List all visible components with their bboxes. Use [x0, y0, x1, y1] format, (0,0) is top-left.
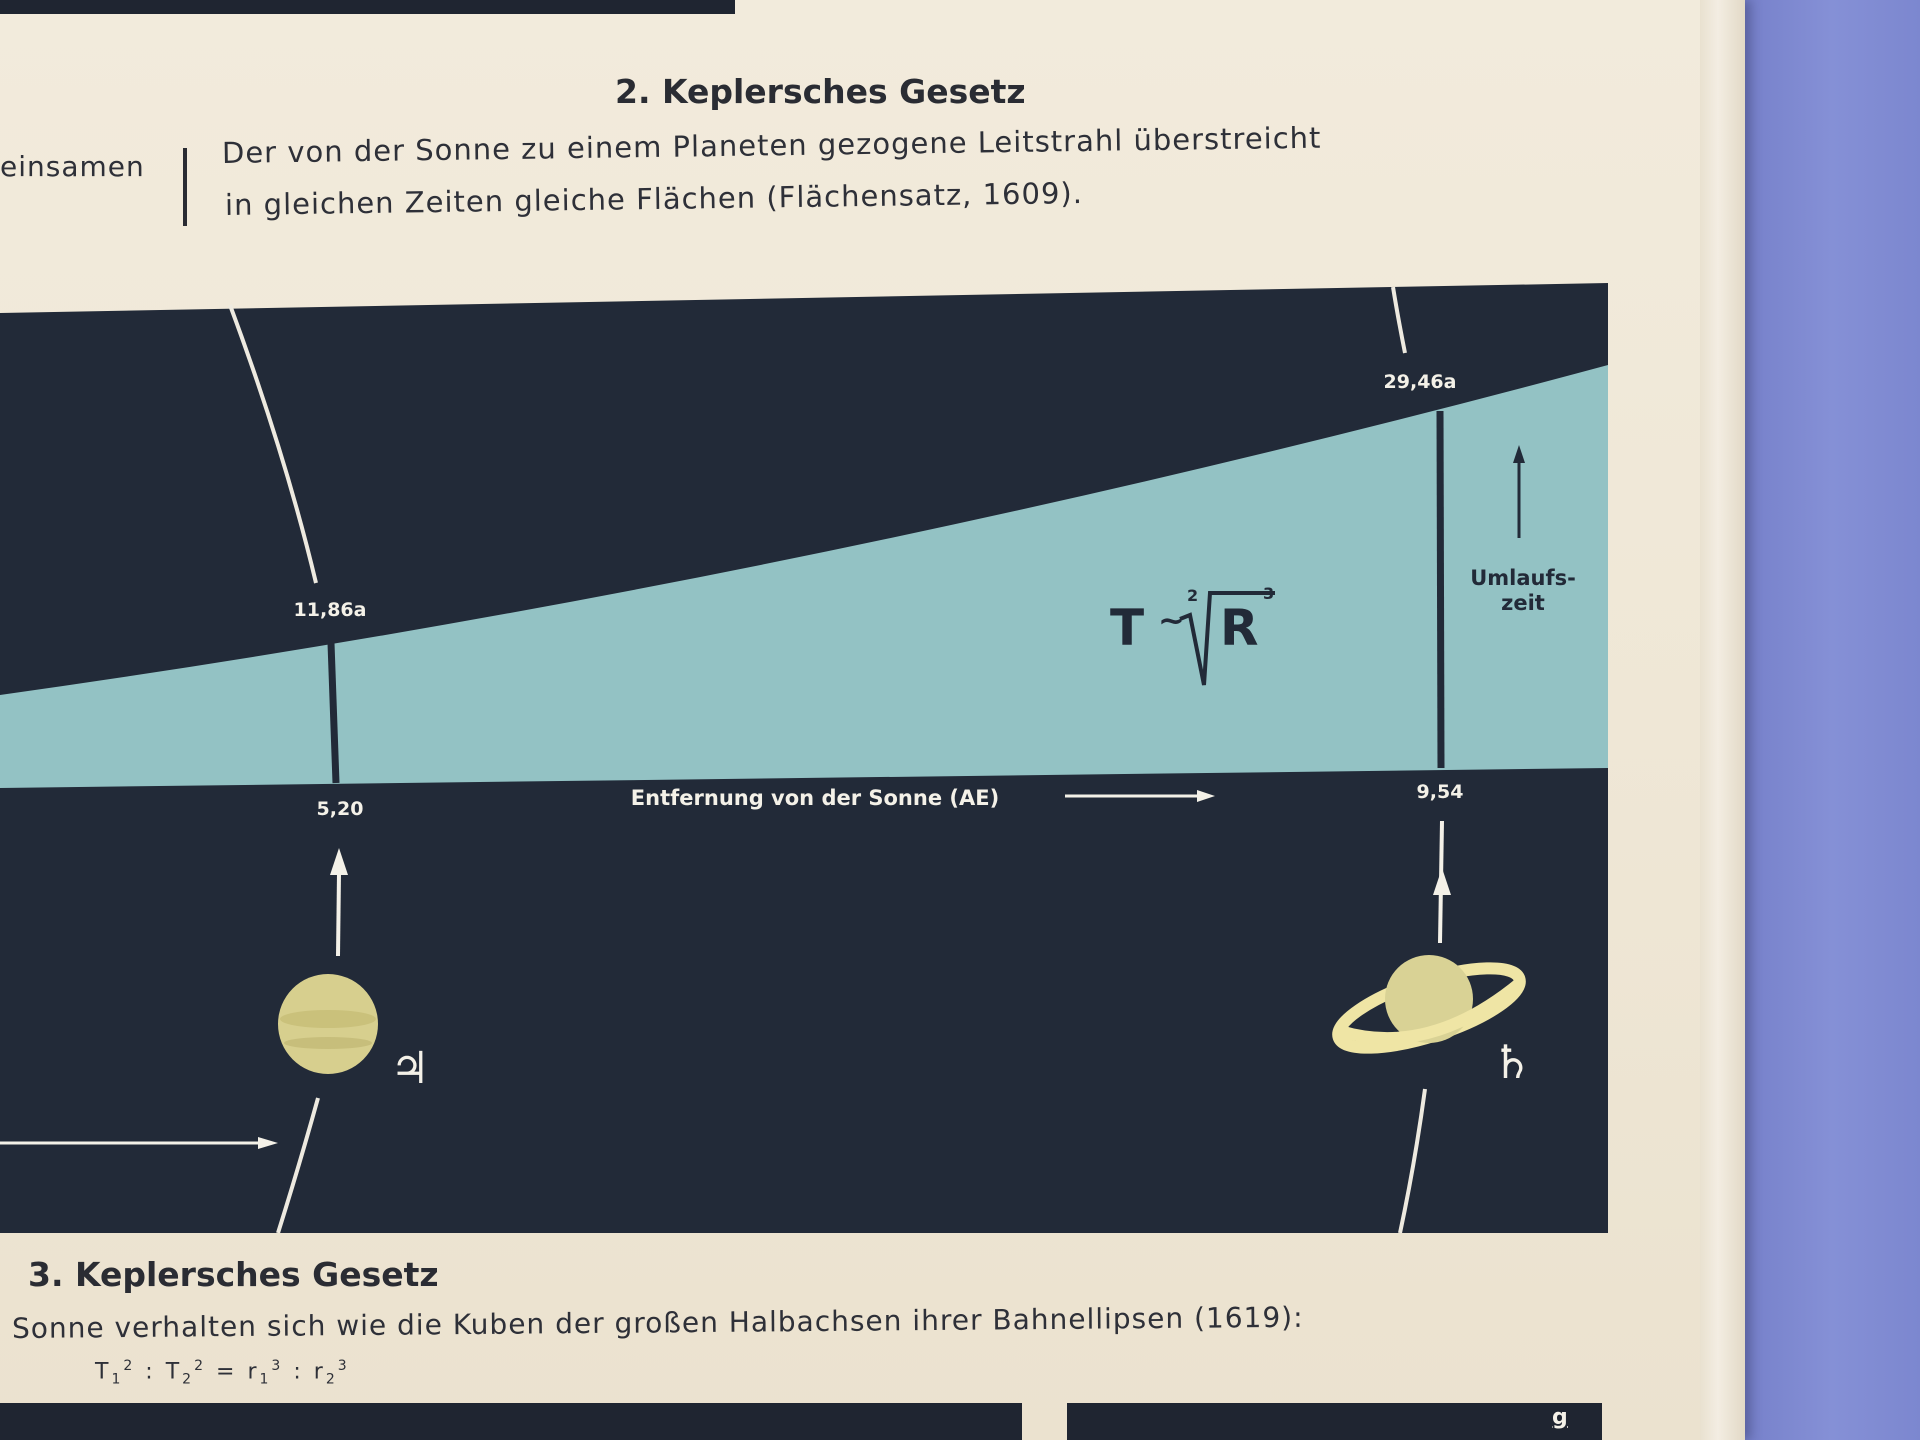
top-dark-strip	[0, 0, 735, 14]
formula-T2-sub: 2	[182, 1371, 195, 1388]
period-axis-label-2: zeit	[1501, 591, 1545, 615]
jupiter-period-label: 11,86a	[293, 599, 367, 621]
saturn-marker	[1440, 411, 1441, 768]
formula-T1: T	[95, 1359, 112, 1385]
kepler3-title: 3. Keplersches Gesetz	[28, 1255, 439, 1294]
kepler-diagram	[0, 283, 1608, 1233]
formula-r2-cube: 3	[337, 1358, 350, 1374]
jupiter-marker	[331, 643, 336, 783]
column-divider	[183, 148, 187, 226]
kepler2-text-line1: Der von der Sonne zu einem Planeten gezogene Leitstrahl überstreicht	[221, 120, 1322, 170]
formula-colon-2: :	[293, 1359, 304, 1385]
kepler2-text-line2: in gleichen Zeiten gleiche Flächen (Flächensatz, 1609).	[224, 176, 1084, 222]
formula-r1-sub: 1	[259, 1371, 272, 1388]
formula-r1: r	[247, 1359, 260, 1385]
saturn-distance-label: 9,54	[1416, 781, 1464, 803]
formula-T2-sq: 2	[194, 1358, 207, 1374]
formula-r1-cube: 3	[271, 1358, 284, 1374]
formula-colon-1: :	[145, 1359, 156, 1385]
formula-exponent: 3	[1263, 584, 1275, 603]
jupiter-arrow-line	[338, 873, 339, 956]
jupiter-distance-label: 5,20	[316, 798, 364, 820]
kepler1-fragment: einsamen	[0, 150, 145, 183]
formula-T2: T	[165, 1359, 183, 1385]
formula-T1-sq: 2	[123, 1358, 136, 1374]
kepler3-text-line1: Sonne verhalten sich wie die Kuben der großen Halbachsen ihrer Bahnellipsen (1619):	[11, 1300, 1304, 1345]
jupiter-band	[280, 1010, 376, 1028]
bottom-left-panel	[0, 1403, 1022, 1440]
period-axis-label-1: Umlaufs-	[1470, 566, 1576, 590]
formula-T1-sub: 1	[111, 1371, 124, 1388]
formula-tilde: ~	[1158, 601, 1185, 639]
formula-T: T	[1110, 599, 1145, 657]
formula-equals: =	[216, 1359, 238, 1385]
saturn-period-label: 29,46a	[1383, 371, 1457, 393]
corner-label: g	[1552, 1405, 1568, 1430]
formula-r2-sub: 2	[325, 1371, 338, 1388]
bottom-right-panel	[1067, 1403, 1602, 1440]
formula-root-index: 2	[1187, 586, 1199, 605]
kepler2-title: 2. Keplersches Gesetz	[615, 72, 1026, 111]
poster-edge	[1700, 0, 1745, 1440]
saturn-symbol: ♄	[1491, 1035, 1533, 1089]
formula-r2: r	[313, 1359, 326, 1385]
formula-R: R	[1220, 599, 1259, 657]
jupiter-symbol: ♃	[390, 1043, 430, 1094]
jupiter-band-2	[284, 1037, 372, 1049]
kepler3-formula	[95, 1358, 350, 1388]
distance-axis-label: Entfernung von der Sonne (AE)	[630, 786, 1000, 810]
